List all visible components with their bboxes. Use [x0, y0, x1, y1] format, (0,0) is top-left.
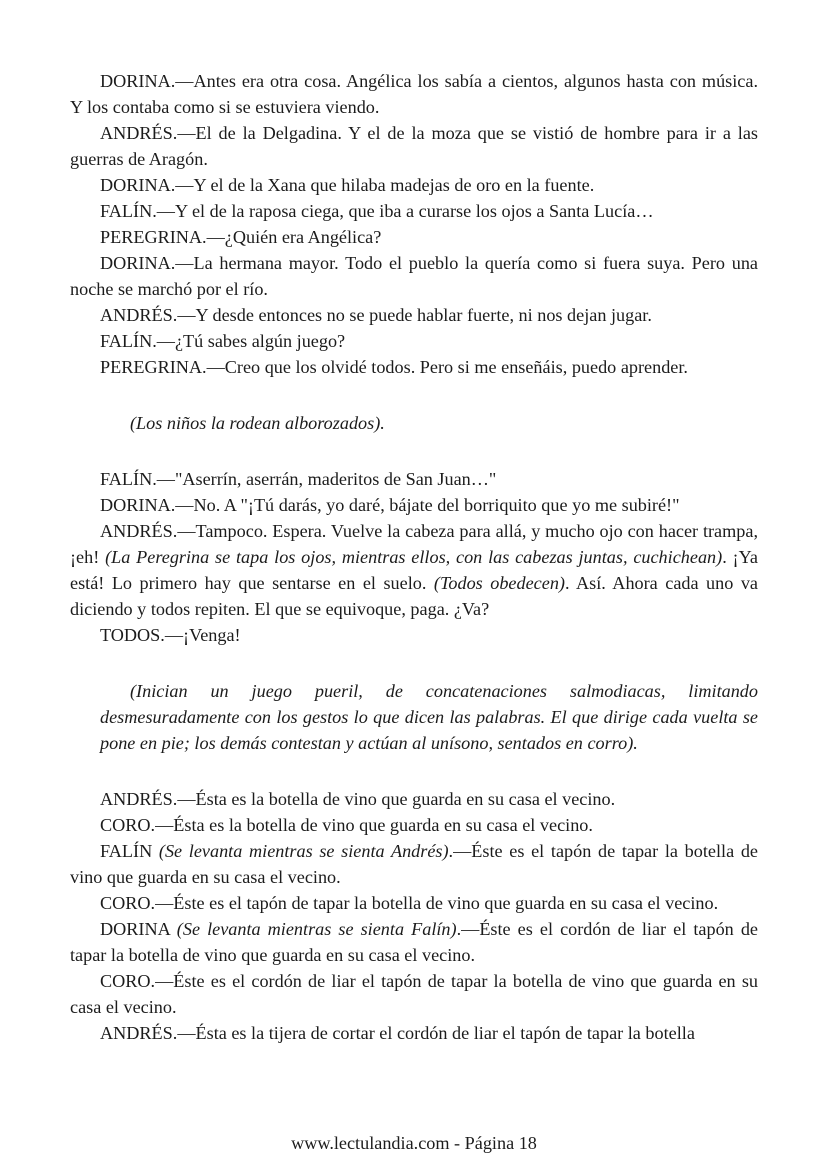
dialogue-line: [70, 890, 758, 916]
dialogue-line: [70, 354, 758, 380]
dialogue-line: [70, 466, 758, 492]
dialogue-line: [70, 250, 758, 302]
speech: —¿Tú sabes algún juego?: [156, 331, 346, 351]
dialogue-line: [70, 916, 758, 968]
speech: —Ésta es la botella de vino que guarda en su casa el vecino.: [155, 815, 593, 835]
dialogue-line: [70, 302, 758, 328]
speaker: TODOS.: [100, 625, 165, 645]
speech: —Éste es el tapón de tapar la botella de vino que guarda en su casa el vecino.: [155, 893, 719, 913]
speaker: FALÍN.: [100, 201, 157, 221]
speech: —Tampoco. Espera. Vuelve la cabeza para allá, y mucho ojo con hacer trampa, ¡eh!: [70, 521, 758, 567]
speaker: DORINA.: [100, 495, 176, 515]
speaker: ANDRÉS.: [100, 521, 178, 541]
speaker: DORINA: [100, 919, 177, 939]
stage-direction: (Inician un juego pueril, de concatenaciones salmodiacas, limitando desmesuradamente con los gestos lo que dicen las palabras. El que dirige cada vuelta se pone en pie; los demás contestan y actúan al unísono, sentados en corro).: [100, 681, 758, 753]
speaker: DORINA.: [100, 253, 176, 273]
dialogue-line: [70, 786, 758, 812]
dialogue-line: [70, 492, 758, 518]
inline-stage-direction: (Se levanta mientras se sienta Andrés): [158, 841, 449, 861]
speaker: FALÍN: [100, 841, 159, 861]
speaker: PEREGRINA.: [100, 357, 207, 377]
speaker: PEREGRINA.: [100, 227, 207, 247]
speech: —Y el de la Xana que hilaba madejas de oro en la fuente.: [175, 175, 595, 195]
speech: —El de la Delgadina. Y el de la moza que se vistió de hombre para ir a las guerras de Aragón.: [70, 123, 758, 169]
speech: —Y el de la raposa ciega, que iba a curarse los ojos a Santa Lucía…: [156, 201, 654, 221]
dialogue-line: [70, 622, 758, 648]
dialogue-line: [70, 1020, 758, 1046]
document-page: [70, 68, 758, 1046]
speaker: ANDRÉS.: [100, 305, 178, 325]
inline-stage-direction: (Todos obedecen): [433, 573, 565, 593]
dialogue-line: [70, 968, 758, 1020]
speech: —¿Quién era Angélica?: [206, 227, 382, 247]
speech: —Ésta es la botella de vino que guarda en su casa el vecino.: [177, 789, 616, 809]
speech: —Éste es el cordón de liar el tapón de tapar la botella de vino que guarda en su casa el vecino.: [70, 971, 758, 1017]
speech: .—Éste es el cordón de liar el tapón de tapar la botella de vino que guarda en su casa el vecino.: [70, 919, 758, 965]
speaker: ANDRÉS.: [100, 789, 178, 809]
dialogue-line: [70, 120, 758, 172]
dialogue-line: [70, 518, 758, 622]
speaker: ANDRÉS.: [100, 123, 178, 143]
dialogue-line: [70, 68, 758, 120]
stage-direction: (Los niños la rodean alborozados).: [130, 413, 385, 433]
speaker: CORO.: [100, 893, 156, 913]
speech: .—Éste es el tapón de tapar la botella de vino que guarda en su casa el vecino.: [70, 841, 759, 887]
speaker: DORINA.: [100, 71, 176, 91]
speech: . ¡Ya está! Lo primero hay que sentarse en el suelo.: [70, 547, 758, 593]
inline-stage-direction: (La Peregrina se tapa los ojos, mientras ellos, con las cabezas juntas, cuchichean): [105, 547, 723, 567]
speaker: ANDRÉS.: [100, 1023, 178, 1043]
dialogue-line: [70, 198, 758, 224]
dialogue-line: [70, 328, 758, 354]
speaker: CORO.: [100, 971, 156, 991]
page-footer: www.lectulandia.com - Página 18: [291, 1133, 537, 1153]
speech: —Ésta es la tijera de cortar el cordón de liar el tapón de tapar la botella: [177, 1023, 695, 1043]
speaker: DORINA.: [100, 175, 176, 195]
speech: —Y desde entonces no se puede hablar fuerte, ni nos dejan jugar.: [177, 305, 652, 325]
dialogue-line: [70, 838, 758, 890]
speaker: FALÍN.: [100, 469, 157, 489]
speech: . Así. Ahora cada uno va diciendo y todos repiten. El que se equivoque, paga. ¿Va?: [70, 573, 758, 619]
speaker: FALÍN.: [100, 331, 157, 351]
speech: —Antes era otra cosa. Angélica los sabía a cientos, algunos hasta con música. Y los contaba como si se estuviera viendo.: [70, 71, 758, 117]
speech: —La hermana mayor. Todo el pueblo la quería como si fuera suya. Pero una noche se marchó por el río.: [70, 253, 758, 299]
speaker: CORO.: [100, 815, 156, 835]
speech: —Creo que los olvidé todos. Pero si me enseñáis, puedo aprender.: [206, 357, 688, 377]
dialogue-line: [70, 172, 758, 198]
dialogue-line: [70, 812, 758, 838]
speech: —No. A "¡Tú darás, yo daré, bájate del borriquito que yo me subiré!": [175, 495, 680, 515]
speech: —¡Venga!: [164, 625, 241, 645]
inline-stage-direction: (Se levanta mientras se sienta Falín): [176, 919, 457, 939]
dialogue-line: [70, 224, 758, 250]
speech: —"Aserrín, aserrán, maderitos de San Juan…": [156, 469, 497, 489]
